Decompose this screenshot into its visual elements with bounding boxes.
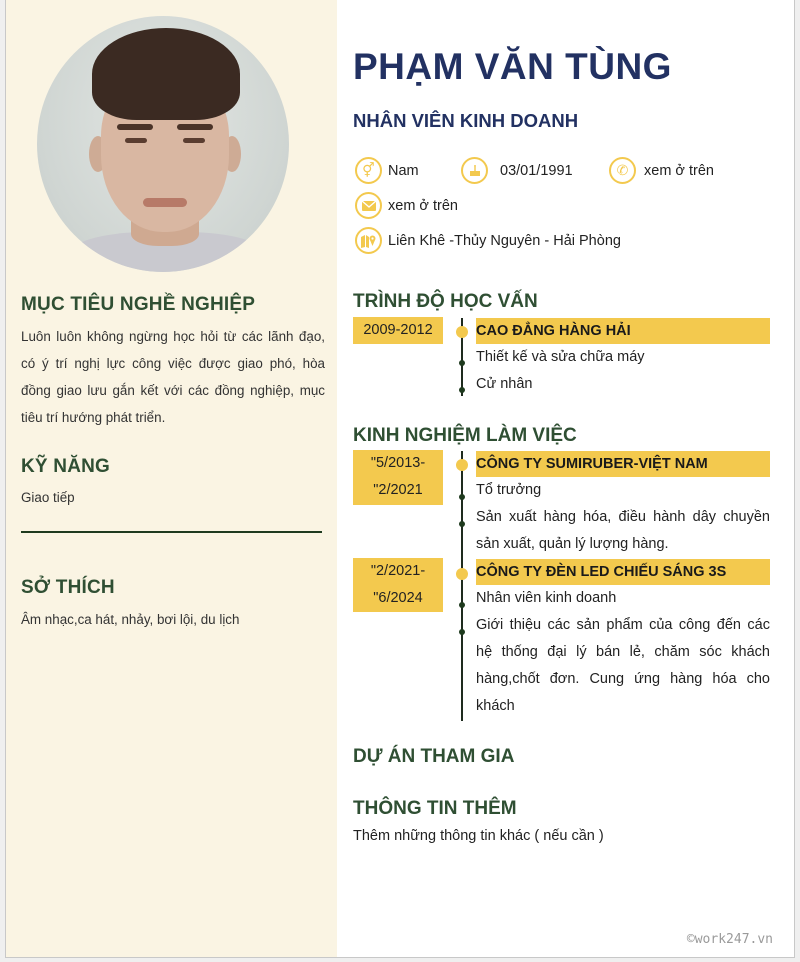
timeline-bullet [459, 360, 465, 366]
contact-email-value: xem ở trên [388, 197, 458, 214]
map-location-icon [355, 227, 382, 254]
experience-organization: CÔNG TY SUMIRUBER-VIỆT NAM [476, 451, 770, 477]
email-icon [355, 192, 382, 219]
contact-birthday [461, 157, 573, 184]
experience-heading: KINH NGHIỆM LÀM VIỆC [353, 425, 577, 446]
contact-phone-value: xem ở trên [644, 162, 714, 179]
contact-phone [609, 157, 714, 184]
experience-date-end: "6/2024 [373, 590, 423, 606]
birthday-cake-icon [461, 157, 488, 184]
candidate-name: PHẠM VĂN TÙNG [353, 46, 672, 87]
objective-text: Luôn luôn không ngừng học hỏi từ các lãnh đạo, có ý trí nghị lực công việc được giao phó, hòa đồng giao lưu gắn kết với các đồng nghiệp, mục tiêu trí hướng phát triển. [21, 329, 325, 425]
contact-email [355, 192, 458, 219]
contact-address-value: Liên Khê -Thủy Nguyên - Hải Phòng [388, 232, 621, 249]
skills-heading: KỸ NĂNG [21, 456, 111, 477]
contact-address [355, 227, 621, 254]
timeline-bullet [459, 387, 465, 393]
experience-organization: CÔNG TY ĐÈN LED CHIẾU SÁNG 3S [476, 559, 770, 585]
education-date: 2009-2012 [353, 317, 443, 344]
experience-date-start: "5/2013- [370, 455, 426, 471]
timeline-dot [456, 459, 468, 471]
skills-divider [21, 531, 322, 533]
experience-detail: Sản xuất hàng hóa, điều hành dây chuyền sản xuất, quản lý lượng hàng. [476, 509, 770, 552]
watermark: ©work247.vn [686, 932, 773, 947]
phone-icon: ✆ [609, 157, 636, 184]
education-organization: CAO ĐẲNG HÀNG HẢI [476, 318, 770, 344]
education-heading: TRÌNH ĐỘ HỌC VẤN [353, 291, 538, 312]
candidate-position: NHÂN VIÊN KINH DOANH [353, 110, 579, 131]
experience-date-start: "2/2021- [370, 563, 426, 579]
experience-detail: Nhân viên kinh doanh [476, 590, 617, 606]
additional-heading: THÔNG TIN THÊM [353, 798, 517, 819]
experience-date [353, 558, 443, 612]
timeline-bullet [459, 629, 465, 635]
timeline-dot [456, 326, 468, 338]
timeline-bullet [459, 494, 465, 500]
additional-text: Thêm những thông tin khác ( nếu cần ) [353, 828, 604, 844]
timeline-bullet [459, 521, 465, 527]
education-detail: Thiết kế và sửa chữa máy [476, 349, 645, 365]
experience-date-end: "2/2021 [373, 482, 423, 498]
experience-timeline-line [461, 451, 463, 721]
projects-heading: DỰ ÁN THAM GIA [353, 746, 515, 767]
gender-icon: ⚥ [355, 157, 382, 184]
objective-heading: MỤC TIÊU NGHỀ NGHIỆP [21, 294, 256, 315]
skills-text: Giao tiếp [21, 490, 75, 505]
contact-gender-value: Nam [388, 162, 419, 179]
hobbies-text: Âm nhạc,ca hát, nhảy, bơi lội, du lịch [21, 612, 240, 627]
hobbies-heading: SỞ THÍCH [21, 577, 115, 598]
contact-gender [355, 157, 419, 184]
avatar [37, 16, 289, 272]
contact-birthday-value: 03/01/1991 [500, 162, 573, 179]
timeline-dot [456, 568, 468, 580]
timeline-bullet [459, 602, 465, 608]
experience-date [353, 450, 443, 505]
education-detail: Cử nhân [476, 376, 533, 392]
experience-detail: Giới thiệu các sản phẩm của công đến các hệ thống đại lý bán lẻ, chăm sóc khách hàng,chốt đơn. Cung ứng hàng hóa cho khách [476, 617, 770, 714]
experience-detail: Tổ trưởng [476, 482, 542, 498]
